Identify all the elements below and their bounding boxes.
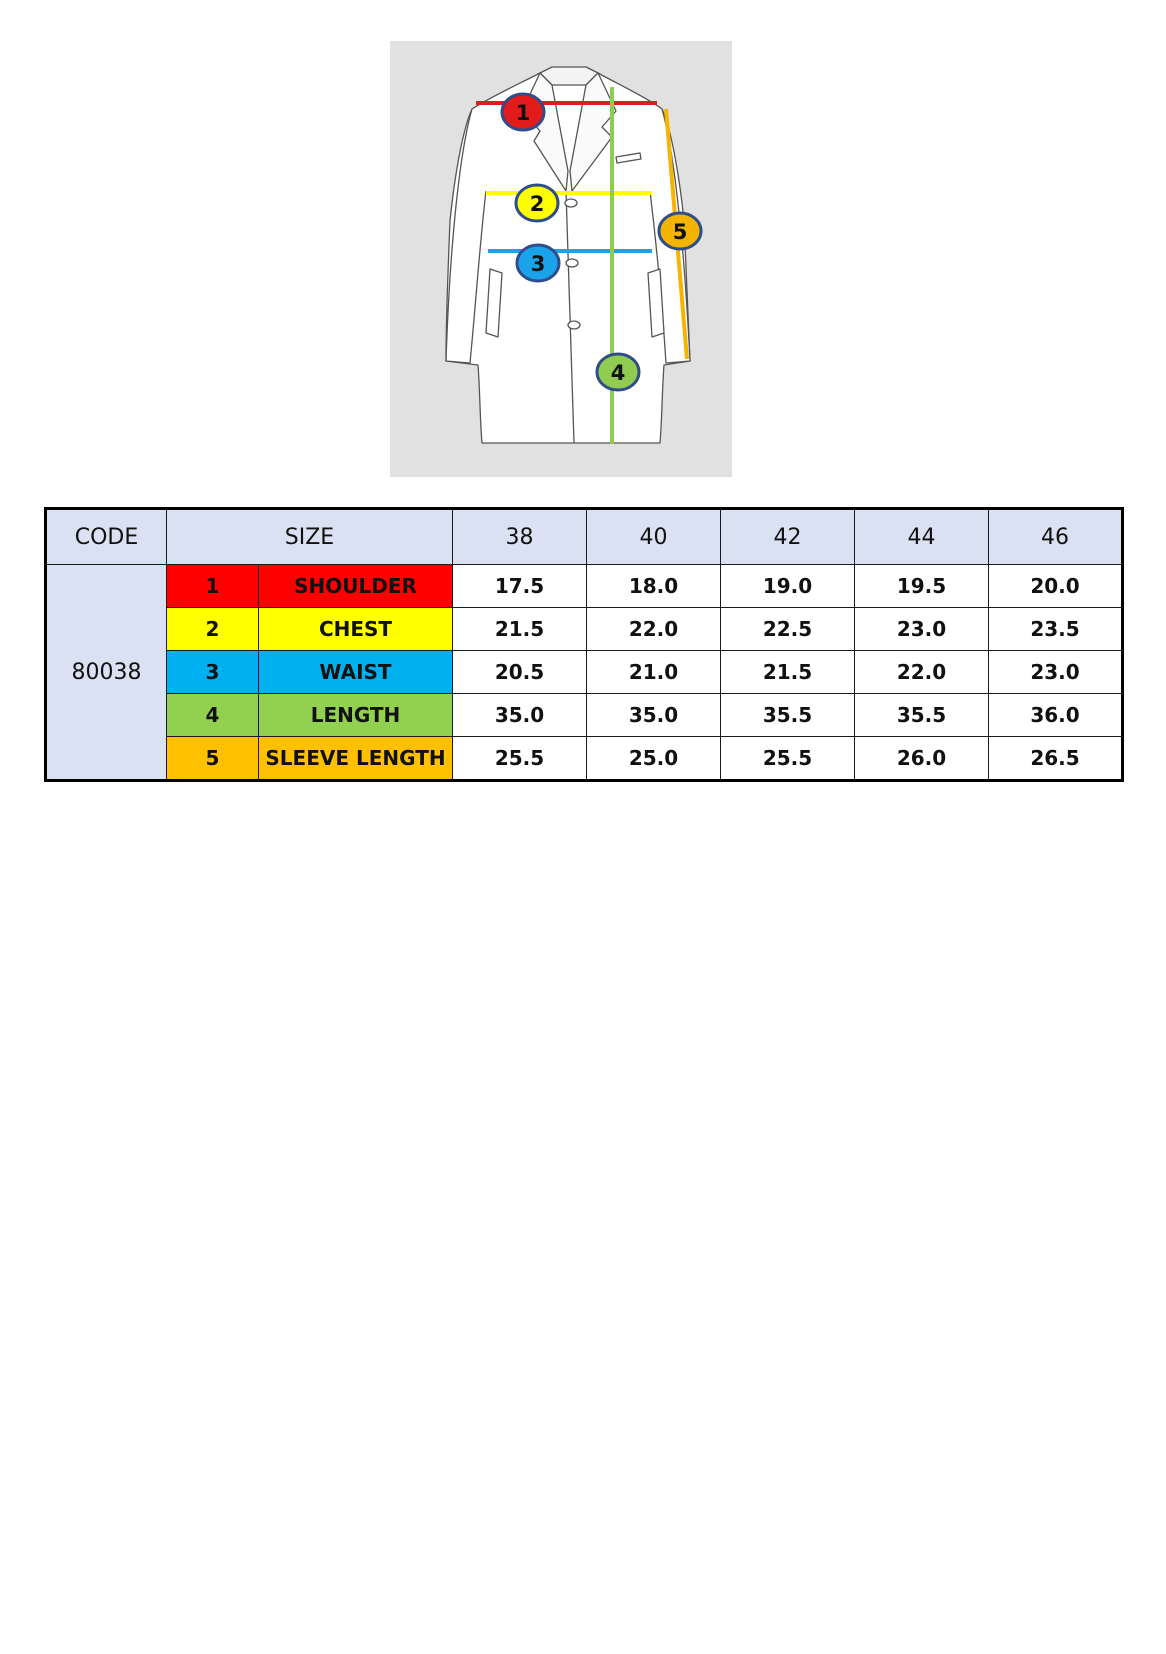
marker-4 [597,354,639,390]
table-row [46,694,1123,737]
value-cell: 36.0 [989,694,1123,737]
value-cell: 20.0 [989,565,1123,608]
coat-measurement-diagram [390,41,732,477]
marker-2-number: 2 [529,192,545,216]
table-row [46,651,1123,694]
value-cell: 26.5 [989,737,1123,781]
value-cell: 23.0 [855,608,989,651]
marker-1-number: 1 [515,101,531,125]
row-number-cell: 5 [167,737,259,781]
value-cell: 21.0 [587,651,721,694]
value-cell: 35.0 [453,694,587,737]
value-cell: 19.5 [855,565,989,608]
marker-4-number: 4 [610,361,626,385]
table-row [46,565,1123,608]
value-cell: 21.5 [721,651,855,694]
row-number-cell: 3 [167,651,259,694]
value-cell: 25.5 [721,737,855,781]
marker-5-number: 5 [672,220,688,244]
size-chart-table [44,507,1124,782]
header-size-44: 44 [855,509,989,565]
table-row [46,737,1123,781]
marker-3 [517,245,559,281]
row-number-cell: 2 [167,608,259,651]
row-label-chest: CHEST [259,608,453,651]
marker-2 [516,185,558,221]
table-header-row [46,509,1123,565]
marker-5 [659,213,701,249]
header-size-46: 46 [989,509,1123,565]
value-cell: 25.0 [587,737,721,781]
value-cell: 26.0 [855,737,989,781]
value-cell: 17.5 [453,565,587,608]
row-label-sleeve-length: SLEEVE LENGTH [259,737,453,781]
row-label-shoulder: SHOULDER [259,565,453,608]
value-cell: 22.5 [721,608,855,651]
row-label-length: LENGTH [259,694,453,737]
header-size-38: 38 [453,509,587,565]
coat-outline [446,67,690,443]
value-cell: 35.0 [587,694,721,737]
marker-3-number: 3 [530,252,546,276]
table-row [46,608,1123,651]
coat-illustration [390,41,732,477]
value-cell: 35.5 [721,694,855,737]
value-cell: 23.5 [989,608,1123,651]
value-cell: 23.0 [989,651,1123,694]
row-number-cell: 4 [167,694,259,737]
marker-1 [502,94,544,130]
value-cell: 25.5 [453,737,587,781]
header-code: CODE [46,509,167,565]
value-cell: 20.5 [453,651,587,694]
row-label-waist: WAIST [259,651,453,694]
value-cell: 22.0 [587,608,721,651]
value-cell: 22.0 [855,651,989,694]
value-cell: 21.5 [453,608,587,651]
value-cell: 19.0 [721,565,855,608]
value-cell: 18.0 [587,565,721,608]
header-size-40: 40 [587,509,721,565]
header-size-42: 42 [721,509,855,565]
product-code: 80038 [46,565,167,781]
value-cell: 35.5 [855,694,989,737]
header-size: SIZE [167,509,453,565]
row-number-cell: 1 [167,565,259,608]
